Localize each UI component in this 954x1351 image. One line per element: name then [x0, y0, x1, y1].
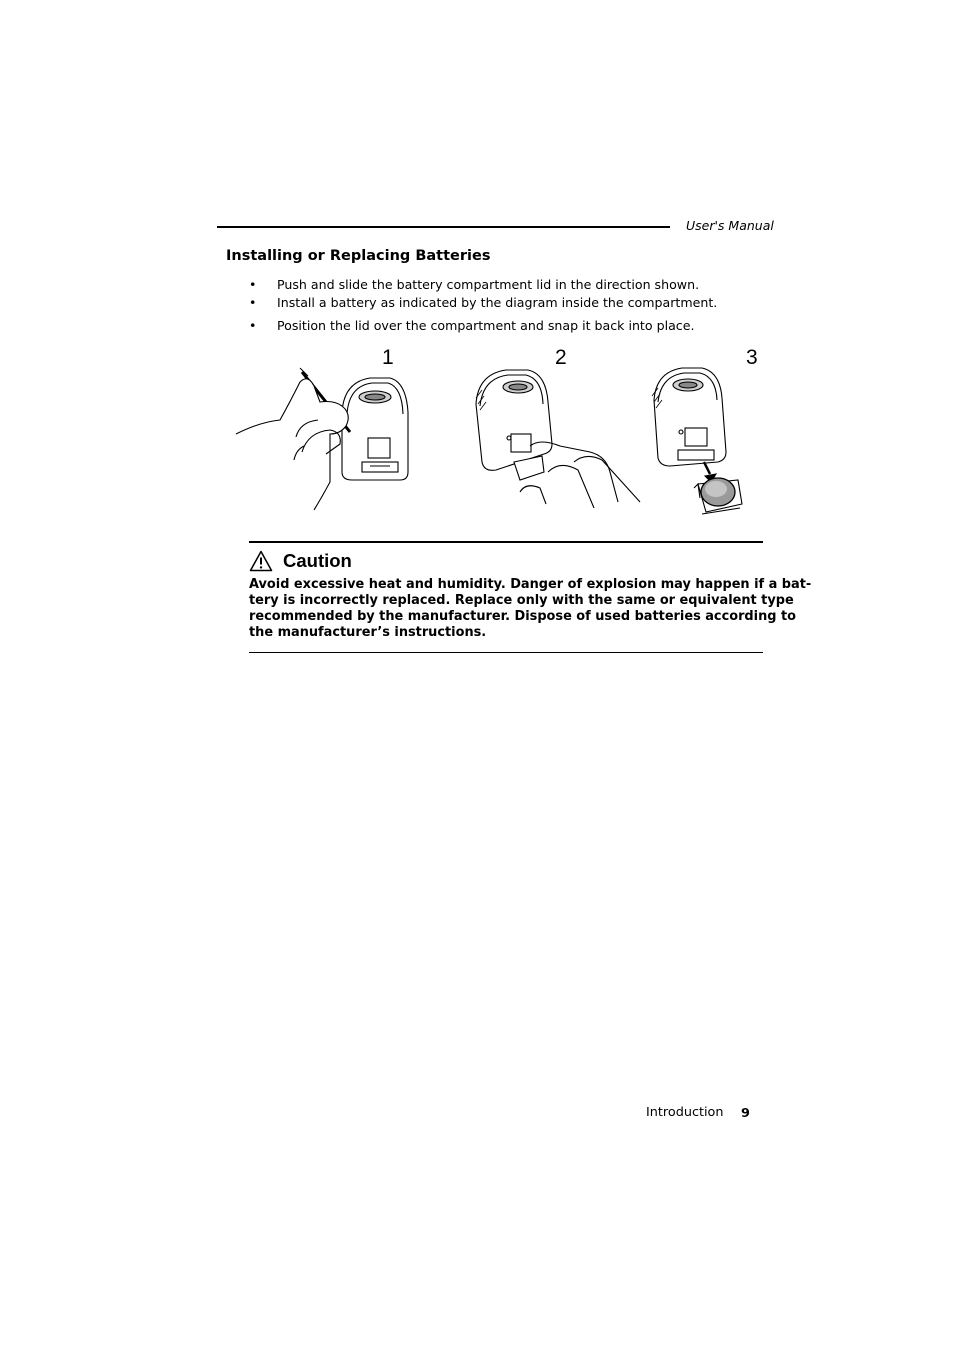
step1-drawing [236, 368, 408, 510]
caution-line: the manufacturer’s instructions. [249, 625, 487, 640]
header-rule [217, 226, 670, 228]
footer-section-name: Introduction [646, 1105, 724, 1120]
step3-drawing [652, 368, 742, 514]
caution-top-rule [249, 541, 763, 543]
step2-drawing [476, 370, 640, 508]
warning-triangle-icon [249, 550, 273, 572]
caution-line: tery is incorrectly replaced. Replace only with the same or equivalent type [249, 593, 794, 608]
caution-label: Caution [283, 550, 352, 571]
instruction-step: • Push and slide the battery compartment lid in the direction shown. [248, 276, 717, 294]
battery-replacement-illustration [230, 342, 770, 524]
caution-text [249, 577, 812, 641]
instruction-list [248, 276, 717, 335]
caution-heading [249, 548, 352, 574]
step-number-2: 2 [555, 346, 567, 369]
caution-line: Avoid excessive heat and humidity. Danger of explosion may happen if a bat- [249, 577, 812, 592]
section-title: Installing or Replacing Batteries [226, 248, 491, 264]
step-number-1: 1 [382, 346, 394, 369]
instruction-step: • Position the lid over the compartment and snap it back into place. [248, 317, 717, 335]
caution-bottom-rule [249, 652, 763, 653]
instruction-step: • Install a battery as indicated by the diagram inside the compartment. [248, 294, 717, 312]
running-header-title: User's Manual [686, 218, 774, 233]
step-number-3: 3 [746, 346, 758, 369]
caution-line: recommended by the manufacturer. Dispose of used batteries according to [249, 609, 796, 624]
page-number: 9 [741, 1106, 750, 1121]
